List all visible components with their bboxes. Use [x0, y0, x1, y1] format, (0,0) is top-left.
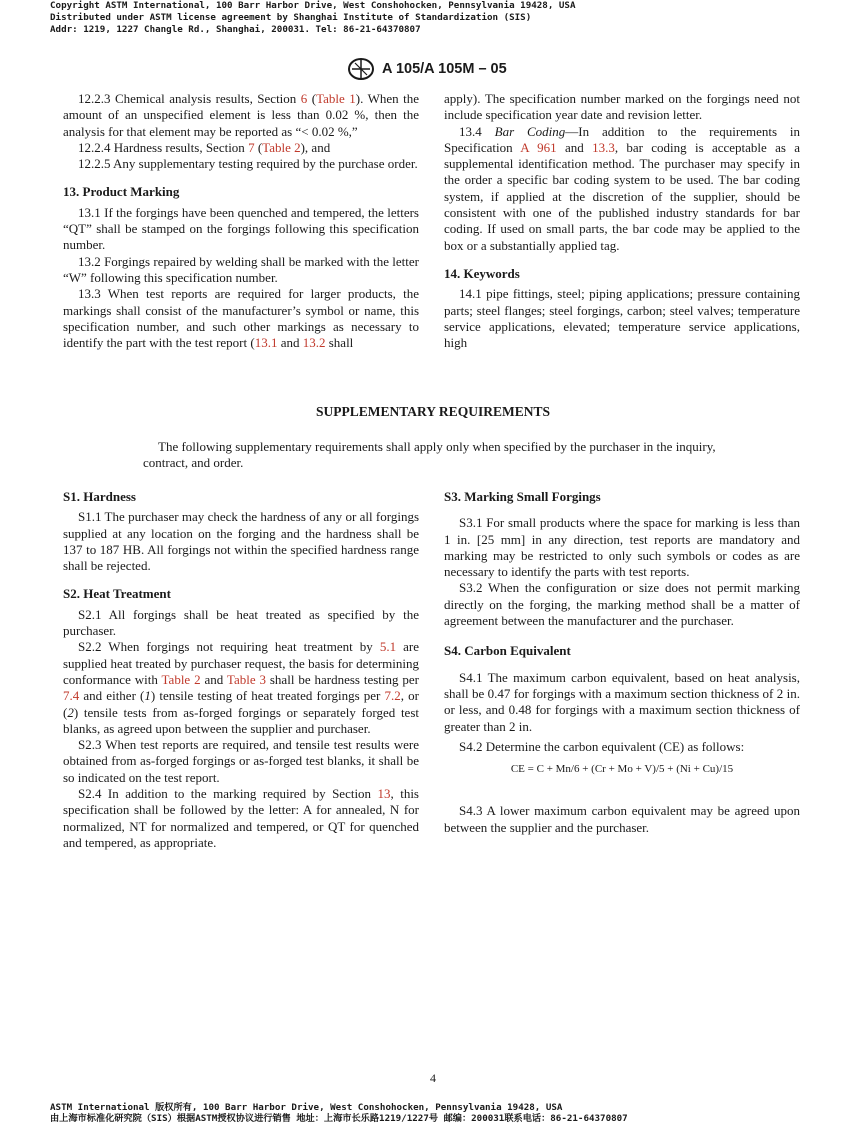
heading-s1-hardness: S1. Hardness: [63, 489, 136, 504]
designation-title: A 105/A 105M – 05: [382, 61, 507, 77]
ref-table-2[interactable]: Table 2: [262, 139, 301, 155]
ref-table-3[interactable]: Table 3: [226, 671, 266, 687]
para-13-1: 13.1 If the forgings have been quenched and tempered, the letters “QT” shall be stamped on the forgings following this specification number.: [63, 204, 419, 253]
ref-section-6[interactable]: 6: [300, 91, 308, 106]
supplementary-title: SUPPLEMENTARY REQUIREMENTS: [316, 404, 550, 419]
para-s4-3: S4.3 A lower maximum carbon equivalent may be agreed upon between the supplier and the purchaser.: [444, 803, 800, 835]
footer-line-1: ASTM International 版权所有, 100 Barr Harbor Drive, West Conshohocken, Pennsylvania 19428, USA: [50, 1102, 563, 1113]
ref-a961[interactable]: A 961: [520, 139, 557, 155]
para-s2-2: S2.2 When forgings not requiring heat treatment by 5.1 are supplied heat treated by purchaser request, the basis for determining conformance with Table 2 and Table 3 shall be hardness testing per 7.4 and either (1) tensile testing of heat treated forgings per 7.2, or (2) tensile tests from as-forged forgings or separately forged test blanks, as agreed upon between the supplier and purchaser.: [63, 639, 419, 736]
para-12-2-3: 12.2.3 Chemical analysis results, Section 6 (Table 1). When the amount of an unspecified element is less than 0.02 %, then the analysis for that element may be reported as “< 0.02 %,”: [63, 91, 419, 139]
para-s2-3: S2.3 When test reports are required, and tensile test results were obtained from as-forged forgings or as-forged test blanks, it shall be so indicated on the test report.: [63, 737, 419, 785]
carbon-equivalent-formula: CE = C + Mn/6 + (Cr + Mo + V)/5 + (Ni + Cu)/15: [510, 763, 734, 776]
astm-logo-icon: [346, 57, 376, 81]
para-13-3: 13.3 When test reports are required for larger products, the markings shall consist of the manufacturer’s symbol or name, this specification number, and such other markings as necessary to identify the part with the test report (13.1 and 13.2 shall: [63, 286, 419, 351]
ref-table-1[interactable]: Table 1: [316, 91, 356, 106]
left-column-bottom: [63, 489, 419, 851]
para-s4-2: S4.2 Determine the carbon equivalent (CE) as follows:: [459, 738, 745, 754]
para-s4-1: S4.1 The maximum carbon equivalent, based on heat analysis, shall be 0.47 for forgings with a maximum section thickness of 2 in. or less, and 0.48 for forgings with a maximum section thickness of greater than 2 in.: [444, 669, 800, 734]
heading-product-marking: 13. Product Marking: [63, 184, 180, 200]
para-13-4: 13.4 Bar Coding—In addition to the requirements in Specification A 961 and 13.3, bar coding is acceptable as a supplemental identification method. The purchaser may specify in the order a specific bar coding system to be used. The bar coding system, if applied at the discretion of the supplier, should be consistent with one of the published industry standards for bar coding. If used on small parts, the bar code may be applied to the box or a substantially applied tag.: [444, 123, 801, 253]
para-14-1: 14.1 pipe fittings, steel; piping applications; pressure containing parts; steel flanges; steel forgings, carbon; steel valves; temperature service applications, elevated; temperature service applications, high: [444, 286, 800, 351]
heading-s3-marking-small-forgings: S3. Marking Small Forgings: [444, 489, 601, 504]
left-column-top: [63, 91, 419, 351]
copyright-line-2: Distributed under ASTM license agreement by Shanghai Institute of Standardization (SIS): [50, 12, 532, 23]
ref-table-2[interactable]: Table 2: [161, 671, 201, 687]
para-s3-2: S3.2 When the configuration or size does not permit marking directly on the forging, the marking method shall be a matter of agreement between the manufacturer and the purchaser.: [444, 580, 800, 629]
para-13-2: 13.2 Forgings repaired by welding shall be marked with the letter “W” following this specification number.: [63, 253, 419, 285]
copyright-line-1: Copyright ASTM International, 100 Barr Harbor Drive, West Conshohocken, Pennsylvania 19428, USA: [50, 0, 576, 11]
document-header: [346, 56, 526, 82]
right-column-bottom: [444, 489, 800, 836]
supplementary-intro: The following supplementary requirements shall apply only when specified by the purchaser in the inquiry, contract, and order.: [143, 439, 716, 471]
para-12-2-4: 12.2.4 Hardness results, Section 7 (Table 2), and: [78, 139, 331, 155]
para-s2-1: S2.1 All forgings shall be heat treated as specified by the purchaser.: [63, 606, 419, 639]
heading-s2-heat-treatment: S2. Heat Treatment: [63, 586, 171, 602]
ref-7-4[interactable]: 7.4: [63, 688, 80, 704]
para-s2-4: S2.4 In addition to the marking required by Section 13, this specification shall be followed by the letter: A for annealed, N for normalized, NT for normalized and tempered, or QT for quenched and tempered, as appropriate.: [63, 786, 419, 850]
right-column-top: [444, 91, 800, 351]
ref-5-1[interactable]: 5.1: [379, 639, 397, 655]
ref-13-1[interactable]: 13.1: [254, 335, 278, 351]
copyright-line-3: Addr: 1219, 1227 Changle Rd., Shanghai, 200031. Tel: 86-21-64370807: [50, 24, 421, 35]
heading-keywords: 14. Keywords: [444, 265, 520, 281]
para-13-3-continued: apply). The specification number marked on the forgings need not include specification year date and revision letter.: [444, 91, 800, 123]
para-s1-1: S1.1 The purchaser may check the hardness of any or all forgings supplied at any location on the forging and the hardness shall be 137 to 187 HB. All forgings not within the specified hardness range shall be rejected.: [63, 509, 419, 574]
ref-13-2[interactable]: 13.2: [302, 335, 326, 351]
heading-s4-carbon-equivalent: S4. Carbon Equivalent: [444, 643, 571, 659]
ref-7-2[interactable]: 7.2: [384, 688, 401, 704]
ref-section-13[interactable]: 13: [377, 786, 391, 802]
footer-line-2: 由上海市标准化研究院（SIS）根据ASTM授权协议进行销售 地址：上海市长乐路1219/1227号 邮编：200031联系电话：86-21-64370807: [50, 1113, 628, 1124]
ref-section-7[interactable]: 7: [248, 139, 255, 155]
page-number: 4: [430, 1071, 436, 1085]
ref-13-3[interactable]: 13.3: [592, 139, 615, 155]
para-12-2-5: 12.2.5 Any supplementary testing required by the purchase order.: [78, 156, 418, 172]
para-s3-1: S3.1 For small products where the space for marking is less than 1 in. [25 mm] in any direction, test reports are mandatory and marking may be restricted to only such symbols or codes as are necessary to identify the parts with test reports.: [444, 515, 800, 580]
